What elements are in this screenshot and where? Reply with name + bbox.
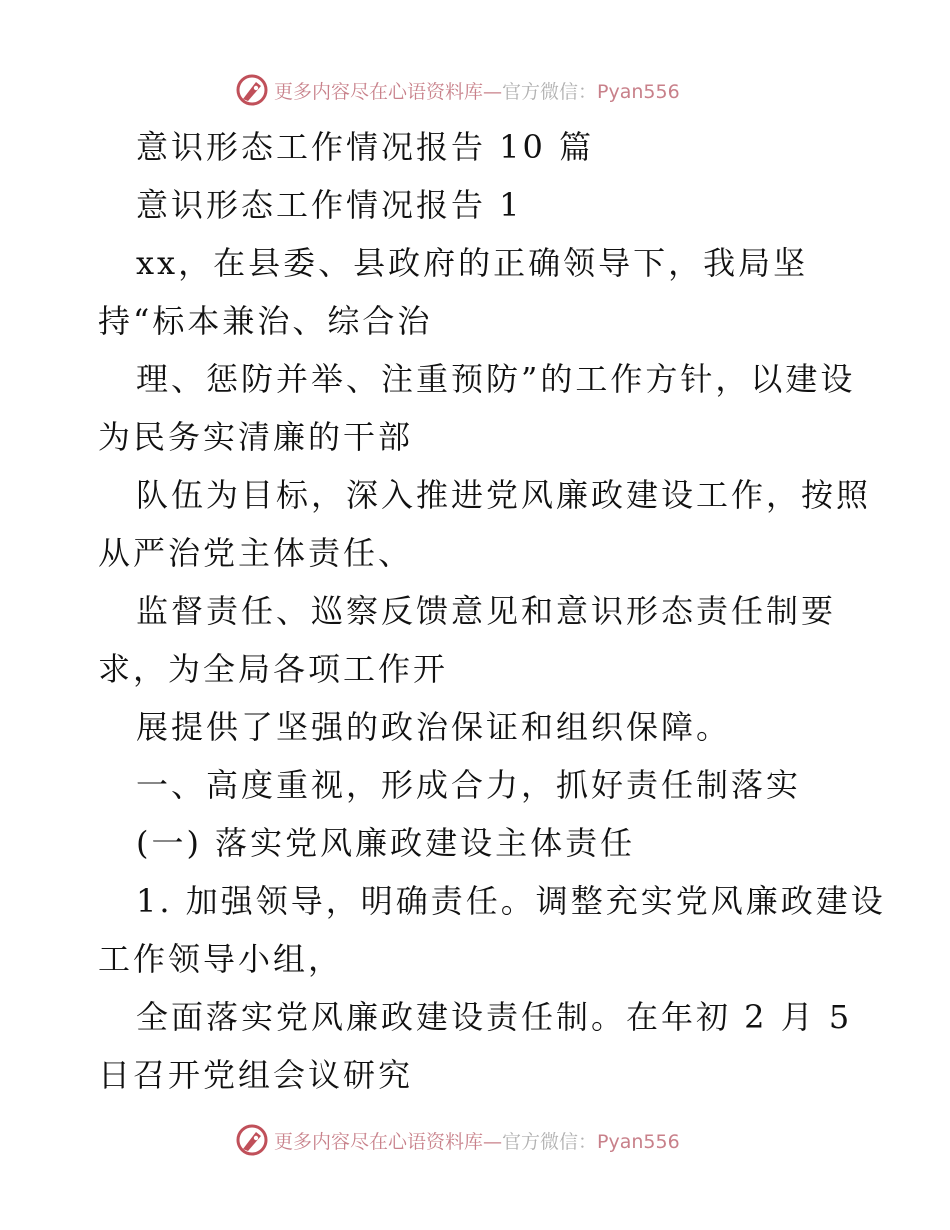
watermark-text: 更多内容尽在心语资料库—官方微信：Pyan556 [274,80,680,103]
footer-watermark-banner [0,1120,950,1160]
pen-nib-circle-icon [234,1122,270,1158]
paragraph-line: 理、惩防并举、注重预防”的工作方针，以建设 [136,360,856,398]
paragraph-line: 求，为全局各项工作开 [98,650,449,688]
paragraph-line: xx，在县委、县政府的正确领导下，我局坚 [136,244,809,282]
paragraph-line: 全面落实党风廉政建设责任制。在年初 2 月 5 [136,998,853,1036]
paragraph-line: 1. 加强领导，明确责任。调整充实党风廉政建设 [136,882,886,920]
document-title: 意识形态工作情况报告 10 篇 [136,128,595,166]
pen-nib-circle-icon [234,72,270,108]
watermark-text: 更多内容尽在心语资料库—官方微信：Pyan556 [274,1130,680,1153]
paragraph-line: 监督责任、巡察反馈意见和意识形态责任制要 [136,592,837,630]
paragraph-line: 工作领导小组， [98,940,344,978]
header-watermark-banner [0,70,950,110]
paragraph-line: 持“标本兼治、综合治 [98,302,433,340]
heading-line: 一、高度重视，形成合力，抓好责任制落实 [136,766,802,804]
paragraph-line: 队伍为目标，深入推进党风廉政建设工作，按照 [136,476,872,514]
paragraph-line: 为民务实清廉的干部 [98,418,414,456]
paragraph-line: 展提供了坚强的政治保证和组织保障。 [136,708,732,746]
section-title: 意识形态工作情况报告 1 [136,186,523,224]
subheading-line: (一) 落实党风廉政建设主体责任 [136,824,636,862]
paragraph-line: 日召开党组会议研究 [98,1056,414,1094]
paragraph-line: 从严治党主体责任、 [98,534,414,572]
